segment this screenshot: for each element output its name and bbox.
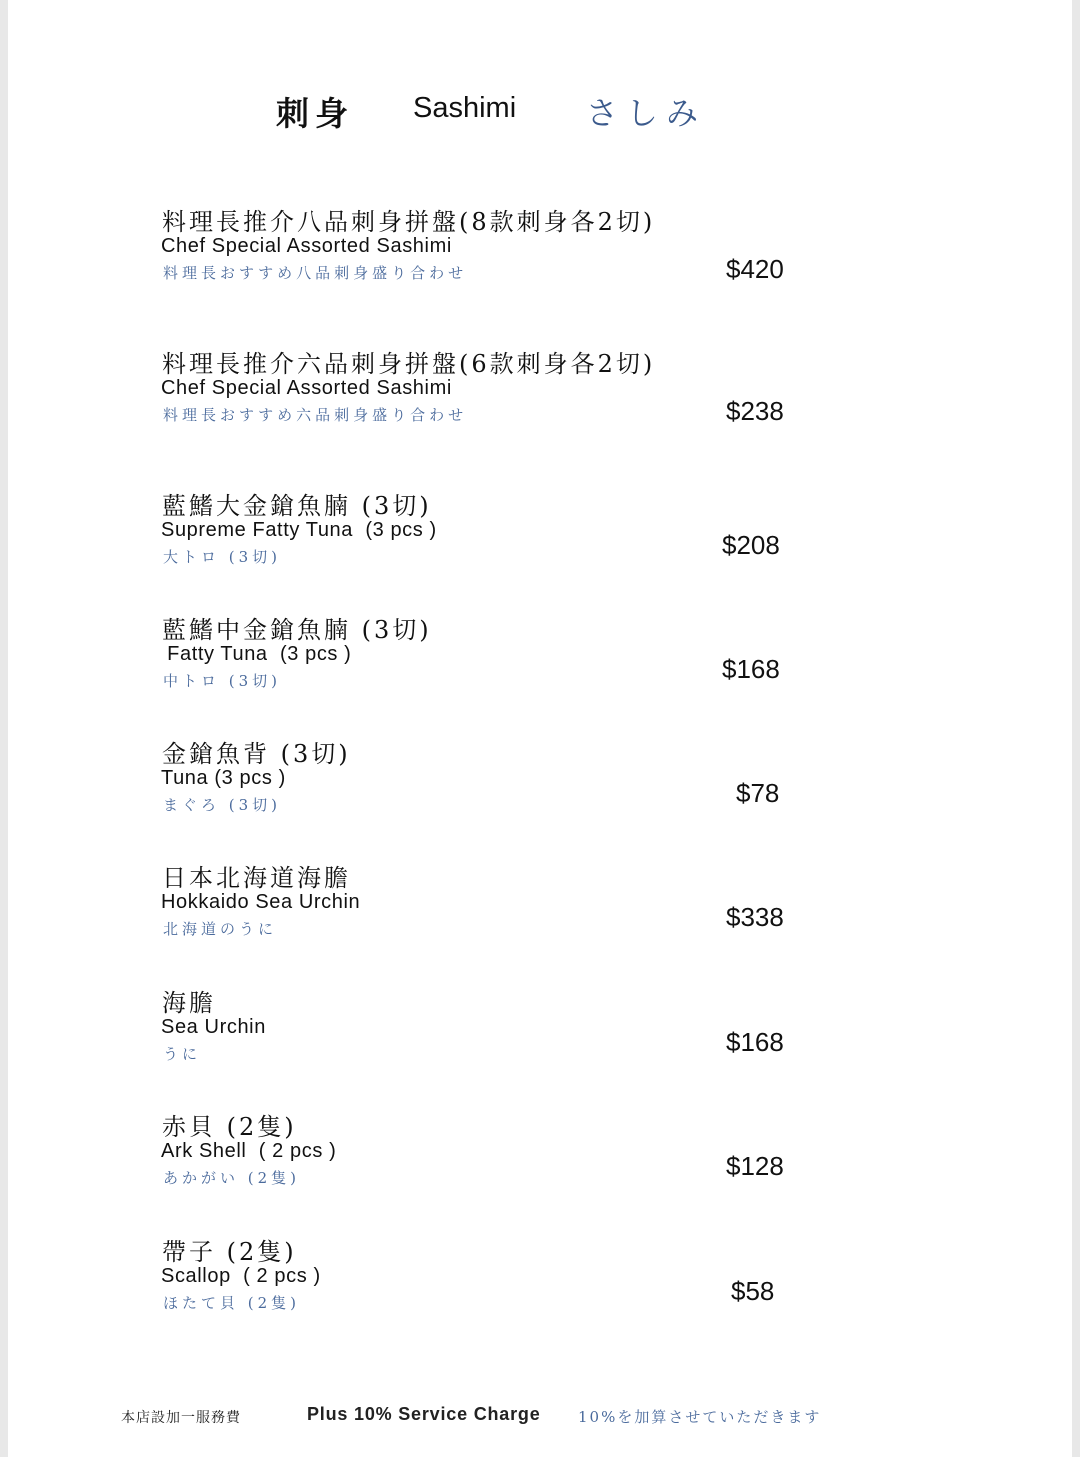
item-name-english: Scallop ( 2 pcs ): [161, 1265, 321, 1287]
item-name-chinese: 料理長推介八品刺身拼盤(8款刺身各2切): [162, 208, 656, 236]
item-name-chinese: 藍鰭大金鎗魚腩 (3切): [162, 492, 432, 520]
item-name-japanese: 料理長おすすめ八品刺身盛り合わせ: [163, 264, 468, 282]
section-title-japanese: さしみ: [586, 94, 707, 132]
menu-page: [8, 0, 1072, 1457]
section-title-english: Sashimi: [413, 92, 517, 124]
item-name-chinese: 藍鰭中金鎗魚腩 (3切): [162, 616, 432, 644]
service-charge-note: [8, 1404, 1072, 1428]
item-price: $168: [722, 654, 780, 684]
item-name-chinese: 帶子 (2隻): [162, 1238, 297, 1266]
item-name-english: Ark Shell ( 2 pcs ): [161, 1140, 337, 1162]
section-title-chinese: 刺身: [276, 94, 354, 133]
item-name-japanese: 中トロ (3切): [163, 672, 282, 690]
item-name-japanese: 大トロ (3切): [163, 548, 282, 566]
item-price: $168: [726, 1027, 784, 1057]
item-name-english: Chef Special Assorted Sashimi: [161, 377, 452, 399]
service-charge-japanese: 10%を加算させていただきます: [578, 1408, 822, 1426]
item-name-chinese: 海膽: [162, 989, 216, 1017]
item-name-english: Fatty Tuna (3 pcs ): [161, 643, 352, 665]
item-price: $238: [726, 396, 784, 426]
item-price: $338: [726, 902, 784, 932]
item-price: $58: [731, 1276, 775, 1306]
item-name-english: Sea Urchin: [161, 1016, 266, 1038]
item-name-japanese: ほたて貝 (2隻): [163, 1294, 301, 1312]
service-charge-english: Plus 10% Service Charge: [307, 1404, 541, 1424]
item-name-english: Hokkaido Sea Urchin: [161, 891, 361, 913]
item-name-japanese: 料理長おすすめ六品刺身盛り合わせ: [163, 406, 468, 424]
item-name-chinese: 料理長推介六品刺身拼盤(6款刺身各2切): [162, 350, 656, 378]
item-name-chinese: 日本北海道海膽: [162, 864, 351, 892]
item-name-japanese: まぐろ (3切): [163, 796, 282, 814]
item-name-japanese: うに: [163, 1045, 202, 1063]
service-charge-chinese: 本店設加一服務費: [121, 1410, 241, 1426]
item-name-english: Tuna (3 pcs ): [161, 767, 286, 789]
item-price: $128: [726, 1151, 784, 1181]
item-price: $78: [736, 778, 780, 808]
item-price: $208: [722, 530, 780, 560]
item-name-chinese: 金鎗魚背 (3切): [162, 740, 351, 768]
item-name-japanese: あかがい (2隻): [163, 1169, 301, 1187]
item-name-english: Supreme Fatty Tuna (3 pcs ): [161, 519, 437, 541]
item-name-japanese: 北海道のうに: [163, 920, 278, 938]
item-price: $420: [726, 254, 784, 284]
item-name-chinese: 赤貝 (2隻): [162, 1113, 297, 1141]
item-name-english: Chef Special Assorted Sashimi: [161, 235, 452, 257]
menu-header: [8, 84, 1072, 140]
